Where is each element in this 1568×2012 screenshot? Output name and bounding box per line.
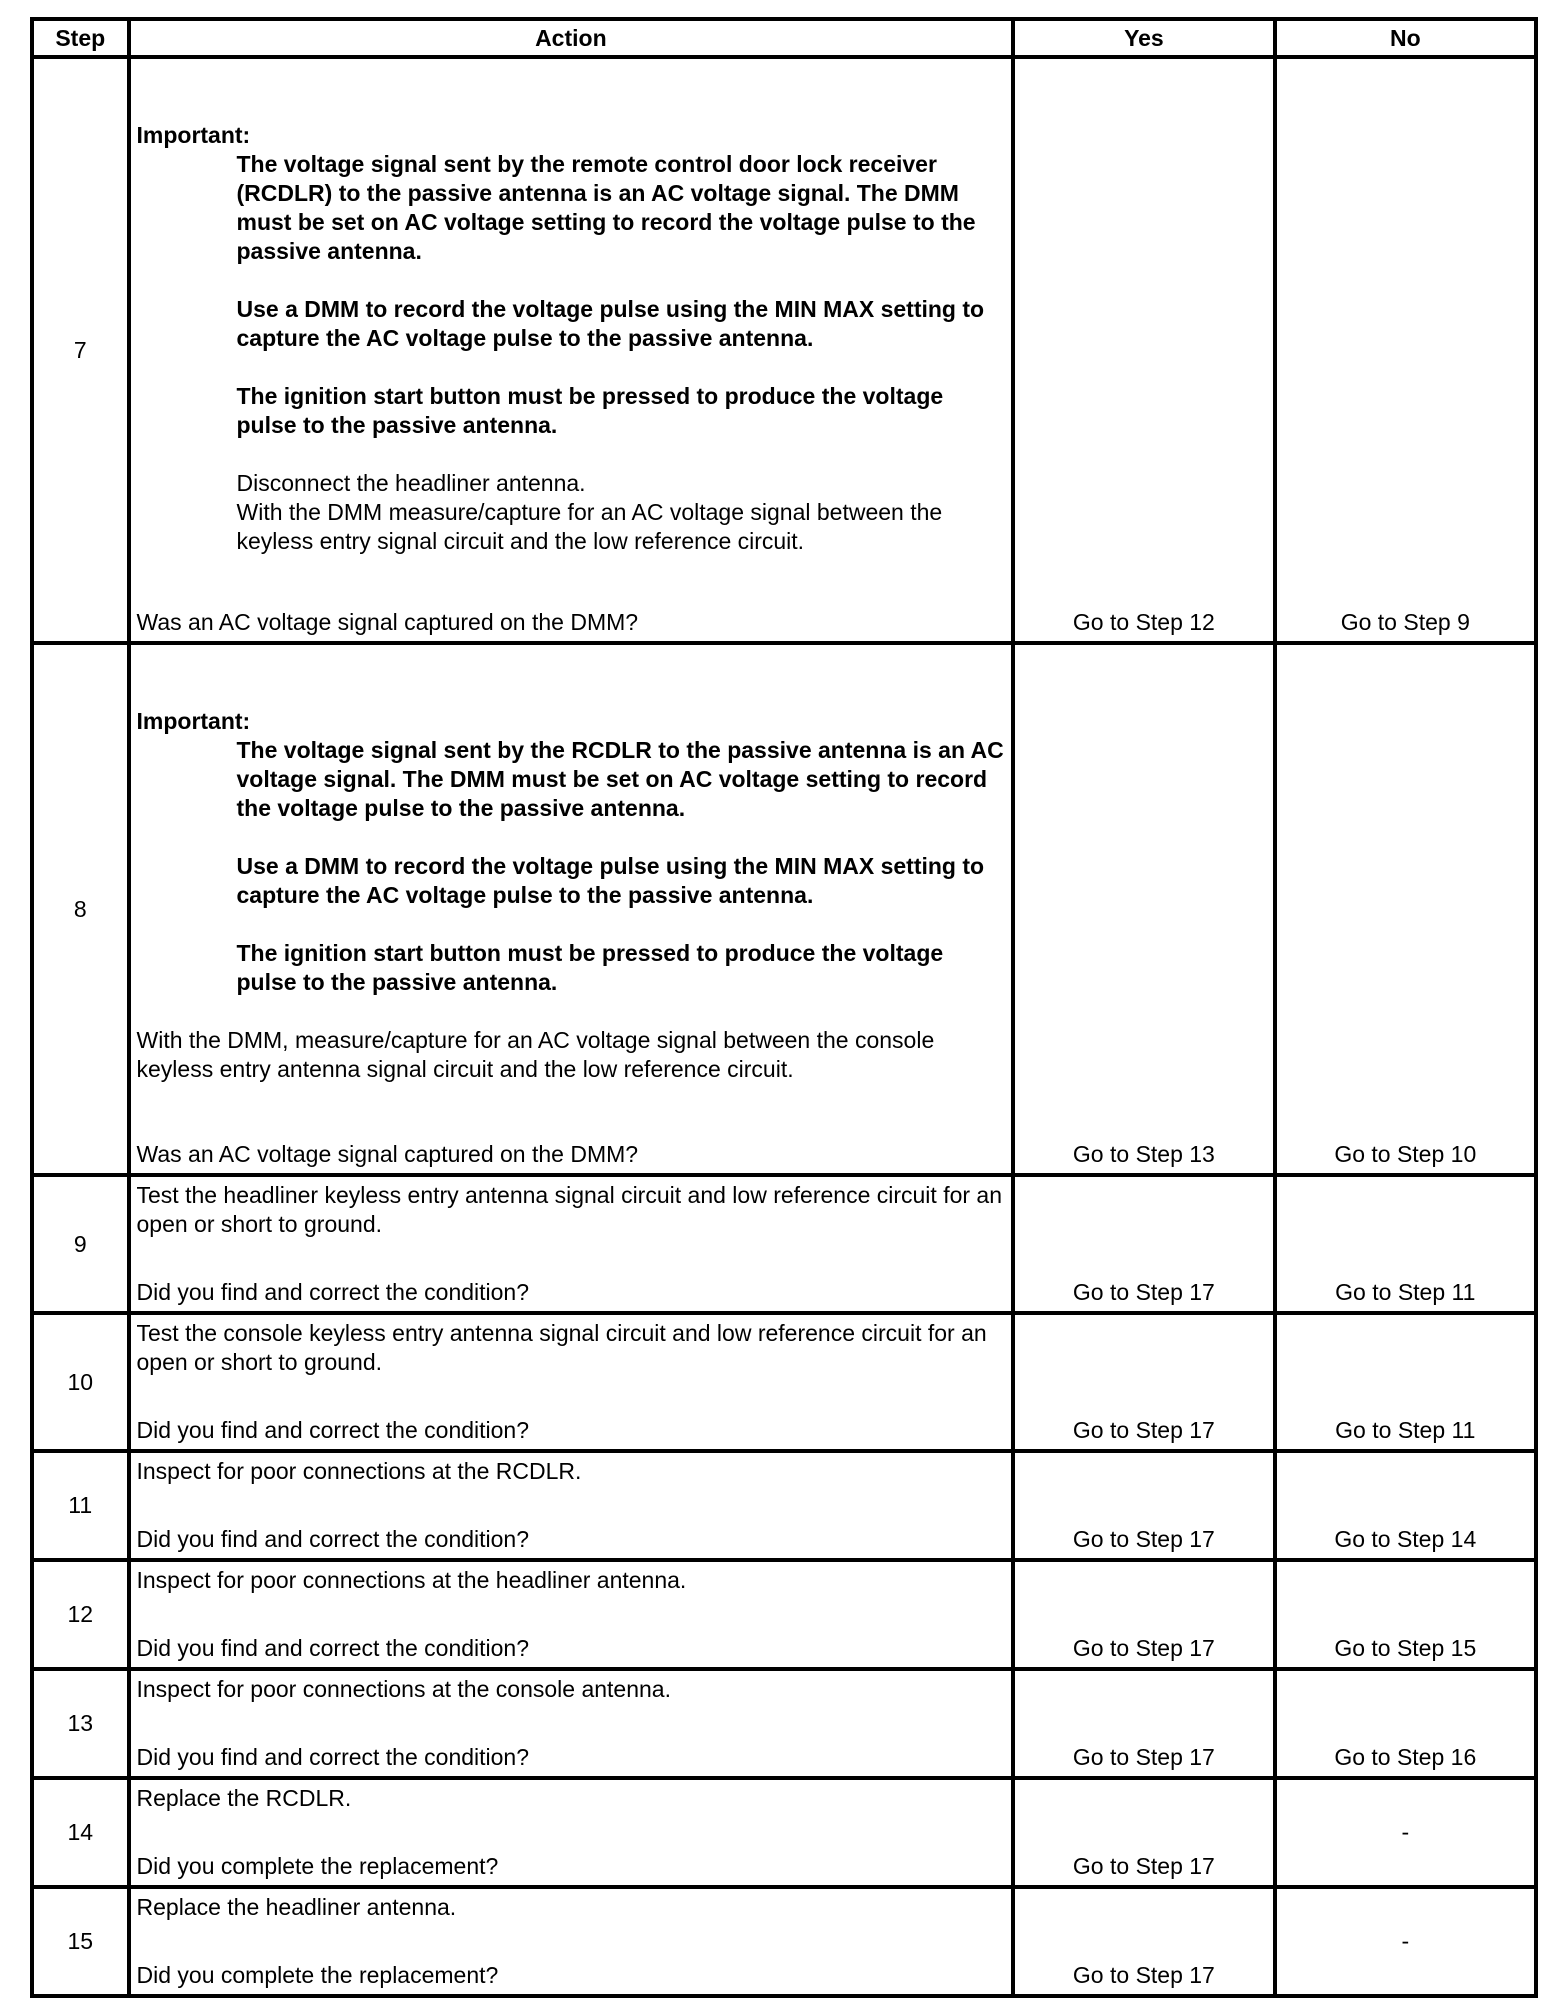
step-number: 14 <box>32 1778 129 1887</box>
table-row <box>32 1778 1536 1887</box>
no-cell <box>1275 1778 1536 1887</box>
important-note: The ignition start button must be pressed to produce the voltage pulse to the passive antenna. <box>236 383 944 438</box>
yes-answer: Go to Step 17 <box>1072 1417 1215 1443</box>
no-cell <box>1275 643 1536 1175</box>
action-cell <box>129 1669 1014 1778</box>
question-text: Was an AC voltage signal captured on the DMM? <box>136 609 639 635</box>
action-cell <box>129 1560 1014 1669</box>
important-note: Use a DMM to record the voltage pulse using the MIN MAX setting to capture the AC voltage pulse to the passive antenna. <box>236 853 985 908</box>
important-note: The ignition start button must be pressed to produce the voltage pulse to the passive antenna. <box>236 940 944 995</box>
step-number: 11 <box>32 1451 129 1560</box>
header-yes: Yes <box>1013 19 1274 57</box>
step-number: 9 <box>32 1175 129 1313</box>
table-row <box>32 1887 1536 1996</box>
header-step: Step <box>32 19 129 57</box>
yes-answer: Go to Step 12 <box>1072 609 1215 635</box>
action-cell <box>129 1451 1014 1560</box>
question-text: Did you find and correct the condition? <box>136 1526 530 1552</box>
question-text: Did you find and correct the condition? <box>136 1279 530 1305</box>
step-number: 15 <box>32 1887 129 1996</box>
no-answer: Go to Step 11 <box>1335 1417 1476 1443</box>
yes-cell <box>1013 57 1274 643</box>
important-note: Use a DMM to record the voltage pulse using the MIN MAX setting to capture the AC voltage pulse to the passive antenna. <box>236 296 985 351</box>
no-answer: Go to Step 16 <box>1334 1744 1477 1770</box>
action-cell <box>129 1778 1014 1887</box>
step-number: 12 <box>32 1560 129 1669</box>
step-number: 10 <box>32 1313 129 1451</box>
table-row <box>32 1175 1536 1313</box>
no-answer: - <box>1401 1819 1410 1845</box>
question-text: Did you find and correct the condition? <box>136 1744 530 1770</box>
step-number: 8 <box>32 643 129 1175</box>
yes-answer: Go to Step 17 <box>1072 1526 1215 1552</box>
table-row <box>32 1560 1536 1669</box>
yes-answer: Go to Step 17 <box>1072 1635 1215 1661</box>
no-answer: Go to Step 14 <box>1334 1526 1477 1552</box>
yes-answer: Go to Step 17 <box>1072 1853 1215 1879</box>
yes-answer: Go to Step 17 <box>1072 1962 1215 1988</box>
table-row <box>32 1669 1536 1778</box>
no-cell <box>1275 1669 1536 1778</box>
question-text: Did you find and correct the condition? <box>136 1635 530 1661</box>
instruction-text: Replace the RCDLR. <box>136 1785 352 1811</box>
step-number: 13 <box>32 1669 129 1778</box>
table-row <box>32 57 1536 643</box>
action-cell <box>129 57 1014 643</box>
important-note: The voltage signal sent by the RCDLR to the passive antenna is an AC voltage signal. The DMM must be set on AC voltage setting to record the voltage pulse to the passive antenna. <box>236 737 1004 821</box>
no-answer: Go to Step 10 <box>1334 1141 1477 1167</box>
action-cell <box>129 643 1014 1175</box>
table-row <box>32 643 1536 1175</box>
table-header-row <box>32 19 1536 57</box>
table-row <box>32 1313 1536 1451</box>
no-answer: - <box>1401 1928 1410 1954</box>
no-cell <box>1275 1313 1536 1451</box>
no-answer: Go to Step 11 <box>1335 1279 1476 1305</box>
yes-answer: Go to Step 17 <box>1072 1279 1215 1305</box>
instruction-text: Test the console keyless entry antenna signal circuit and low reference circuit for an open or short to ground. <box>136 1320 987 1375</box>
action-cell <box>129 1175 1014 1313</box>
instruction-text: Inspect for poor connections at the RCDLR. <box>136 1458 582 1484</box>
yes-cell <box>1013 1560 1274 1669</box>
no-answer: Go to Step 9 <box>1340 609 1470 635</box>
step-number: 7 <box>32 57 129 643</box>
yes-cell <box>1013 643 1274 1175</box>
important-label: Important: <box>136 122 251 148</box>
yes-cell <box>1013 1175 1274 1313</box>
action-cell <box>129 1313 1014 1451</box>
important-note: The voltage signal sent by the remote control door lock receiver (RCDLR) to the passive antenna is an AC voltage signal. The DMM must be set on AC voltage setting to record the voltage pulse to the passive antenna. <box>236 151 976 264</box>
yes-answer: Go to Step 13 <box>1072 1141 1215 1167</box>
yes-cell <box>1013 1887 1274 1996</box>
yes-cell <box>1013 1313 1274 1451</box>
instruction-text: Inspect for poor connections at the headliner antenna. <box>136 1567 687 1593</box>
instruction-text: Replace the headliner antenna. <box>136 1894 457 1920</box>
diagnostic-table <box>30 17 1538 1998</box>
no-answer: Go to Step 15 <box>1334 1635 1477 1661</box>
instruction-text: With the DMM measure/capture for an AC voltage signal between the keyless entry signal circuit and the low reference circuit. <box>236 499 943 554</box>
instruction-text: Test the headliner keyless entry antenna signal circuit and low reference circuit for an open or short to ground. <box>136 1182 1003 1237</box>
no-cell <box>1275 57 1536 643</box>
instruction-text: With the DMM, measure/capture for an AC voltage signal between the console keyless entry antenna signal circuit and the low reference circuit. <box>136 1027 935 1082</box>
no-cell <box>1275 1560 1536 1669</box>
instruction-text: Disconnect the headliner antenna. <box>236 470 586 496</box>
question-text: Did you complete the replacement? <box>136 1962 499 1988</box>
instruction-text: Inspect for poor connections at the console antenna. <box>136 1676 671 1702</box>
yes-cell <box>1013 1778 1274 1887</box>
header-no: No <box>1275 19 1536 57</box>
important-label: Important: <box>136 708 251 734</box>
question-text: Did you complete the replacement? <box>136 1853 499 1879</box>
question-text: Did you find and correct the condition? <box>136 1417 530 1443</box>
no-cell <box>1275 1451 1536 1560</box>
no-cell <box>1275 1887 1536 1996</box>
yes-cell <box>1013 1669 1274 1778</box>
table-row <box>32 1451 1536 1560</box>
header-action: Action <box>129 19 1014 57</box>
question-text: Was an AC voltage signal captured on the DMM? <box>136 1141 639 1167</box>
yes-cell <box>1013 1451 1274 1560</box>
action-cell <box>129 1887 1014 1996</box>
yes-answer: Go to Step 17 <box>1072 1744 1215 1770</box>
no-cell <box>1275 1175 1536 1313</box>
